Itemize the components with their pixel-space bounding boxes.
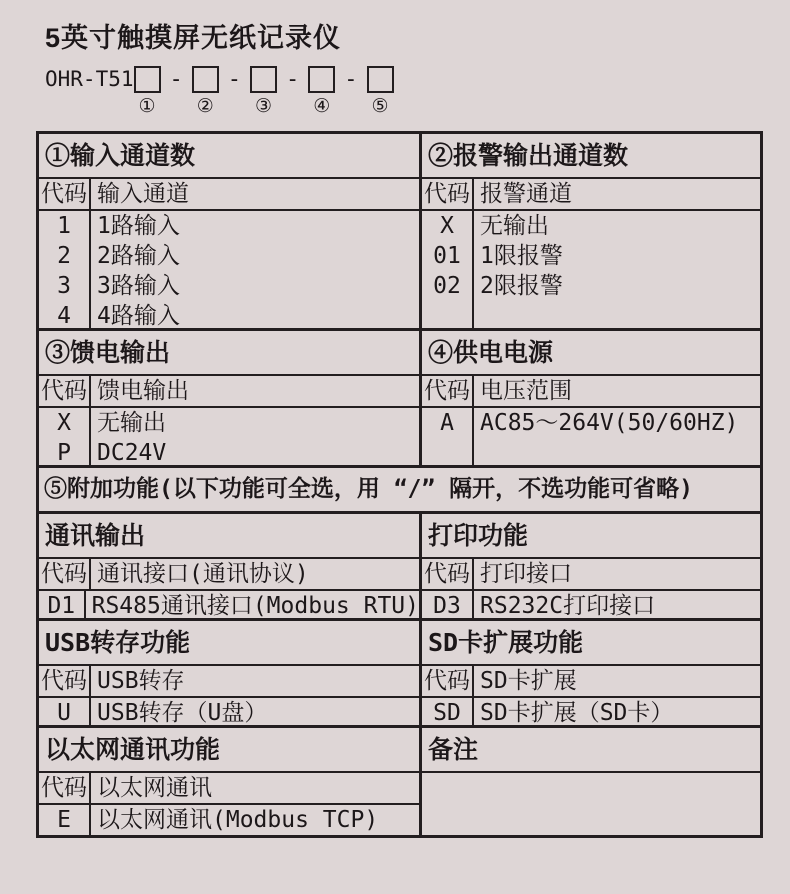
section-sd-title: SD卡扩展功能 [428,628,584,657]
model-dash: - [344,67,358,92]
print-code-header: 代码 [422,559,474,589]
usb-code-header: 代码 [39,666,91,696]
s3-code-column [39,408,91,465]
s2-row-desc: 1限报警 [480,243,563,269]
section-print-title: 打印功能 [428,521,529,550]
model-slot-box-1 [134,66,161,93]
data-band-4 [39,698,760,728]
usb-data [39,698,422,725]
s3-row-code: X [57,410,71,436]
comm-data [39,591,422,618]
section-transmitter-title: ③馈电输出 [45,338,171,367]
section-header-band-3 [39,514,760,559]
ethernet-row-code: E [57,807,71,833]
sd-row-desc: SD卡扩展（SD卡） [480,700,674,726]
model-slot-label-5: ⑤ [371,95,389,117]
model-slot-3 [250,66,277,116]
sub-header-band-2 [39,376,760,408]
page-title: 5英寸触摸屏无纸记录仪 [45,23,342,53]
comm-code-column [39,591,86,618]
section-input-channels-title: ①输入通道数 [45,141,196,170]
model-slot-5 [367,66,394,116]
s1-desc-column [91,211,419,328]
s2-desc-column [474,211,760,328]
comm-desc-column [86,591,419,618]
data-band-1 [39,211,760,331]
sd-desc-column [474,698,760,725]
s4-row-code: A [440,410,454,436]
model-dash: - [286,67,300,92]
s3-data [39,408,422,465]
sd-code-header: 代码 [422,666,474,696]
section-note-title: 备注 [428,735,479,764]
ordering-table [36,131,763,838]
section-addons-banner: ⑤附加功能(以下功能可全选，用 “/” 隔开，不选功能可省略) [44,476,693,502]
print-row-code: D3 [433,593,461,619]
s4-desc-column [474,408,760,465]
section-usb-title: USB转存功能 [45,628,191,657]
ethernet-row-desc: 以太网通讯(Modbus TCP) [97,807,379,833]
section-input-channels-header [39,134,422,177]
section-power-title: ④供电电源 [428,338,554,367]
model-slot-box-3 [250,66,277,93]
s4-data [422,408,760,465]
s1-code-header: 代码 [39,179,91,209]
s2-row-desc: 无输出 [480,213,549,239]
s4-code-column [422,408,474,465]
s2-sub-header [422,179,760,209]
s3-row-code: P [57,440,71,466]
sd-sub-header [422,666,760,696]
usb-sub-header [39,666,422,696]
note-empty-cell [422,773,760,835]
print-row-desc: RS232C打印接口 [480,593,656,619]
sub-header-band-3 [39,559,760,591]
model-slot-label-4: ④ [313,95,331,117]
print-desc-header: 打印接口 [480,561,572,587]
section-usb-header [39,621,422,664]
print-code-column [422,591,474,618]
model-slot-label-1: ① [138,95,156,117]
s2-row-code: 02 [433,273,461,299]
section-header-band-1 [39,134,760,179]
s4-sub-header [422,376,760,406]
section-comm-header [39,514,422,557]
section-alarm-channels-header [422,134,760,177]
model-slot-label-2: ② [196,95,214,117]
s1-data [39,211,422,328]
usb-row-desc: USB转存（U盘） [97,700,268,726]
print-sub-header [422,559,760,589]
print-data [422,591,760,618]
s1-desc-header: 输入通道 [97,181,189,207]
model-slot-box-2 [192,66,219,93]
s2-row-code: 01 [433,243,461,269]
s1-row-desc: 2路输入 [97,243,180,269]
s2-row-desc: 2限报警 [480,273,563,299]
ethernet-desc-column [91,805,419,835]
sd-row-code: SD [433,700,461,726]
model-slot-box-4 [308,66,335,93]
s2-data [422,211,760,328]
sub-header-band-1 [39,179,760,211]
ethernet-rows [39,773,422,835]
model-dash: - [227,67,242,92]
print-desc-column [474,591,760,618]
section-comm-title: 通讯输出 [45,521,146,550]
note-empty-area [422,773,760,835]
ethernet-desc-header: 以太网通讯 [97,775,212,801]
section-ethernet-title: 以太网通讯功能 [45,735,221,764]
comm-sub-header [39,559,422,589]
model-dash: - [169,67,183,92]
model-slot-box-5 [367,66,394,93]
section-transmitter-header [39,331,422,374]
s4-code-header: 代码 [422,376,474,406]
s3-row-desc: DC24V [97,440,167,466]
s2-row-code: X [440,213,454,239]
ethernet-code-column [39,805,91,835]
s3-desc-column [91,408,419,465]
usb-desc-column [91,698,419,725]
s1-row-code: 1 [57,213,71,239]
comm-row-desc: RS485通讯接口(Modbus RTU) [91,593,419,619]
model-slot-1 [134,66,161,116]
section-note-header [422,728,760,771]
s4-row-desc: AC85～264V(50/60HZ) [480,410,739,436]
s1-row-desc: 3路输入 [97,273,180,299]
section-header-band-5 [39,728,760,773]
ethernet-code-header: 代码 [39,773,91,803]
section-header-band-2 [39,331,760,376]
s2-desc-header: 报警通道 [480,181,572,207]
s1-row-desc: 1路输入 [97,213,180,239]
s1-row-code: 4 [57,303,71,329]
section-print-header [422,514,760,557]
ethernet-sub-header [39,773,419,805]
ethernet-data-row [39,805,419,835]
data-band-5 [39,773,760,835]
s3-desc-header: 馈电输出 [97,378,189,404]
usb-row-code: U [57,700,71,726]
s1-row-code: 2 [57,243,71,269]
sd-code-column [422,698,474,725]
section-header-band-4 [39,621,760,666]
s4-desc-header: 电压范围 [480,378,572,404]
sub-header-band-4 [39,666,760,698]
data-band-2 [39,408,760,468]
sd-data [422,698,760,725]
data-band-3 [39,591,760,621]
section-ethernet-header [39,728,422,771]
s1-row-desc: 4路输入 [97,303,180,329]
comm-desc-header: 通讯接口(通讯协议) [97,561,309,587]
model-slot-2 [192,66,219,116]
section-addons-banner-band [39,468,760,514]
section-sd-header [422,621,760,664]
model-code-line [45,66,394,116]
s2-code-column [422,211,474,328]
s3-code-header: 代码 [39,376,91,406]
model-slot-4 [308,66,335,116]
s1-row-code: 3 [57,273,71,299]
section-alarm-channels-title: ②报警输出通道数 [428,141,629,170]
model-slot-label-3: ③ [254,95,273,117]
s1-code-column [39,211,91,328]
s3-sub-header [39,376,422,406]
sd-desc-header: SD卡扩展 [480,668,577,694]
s2-code-header: 代码 [422,179,474,209]
usb-desc-header: USB转存 [97,668,185,694]
comm-row-code: D1 [47,593,76,619]
s3-row-desc: 无输出 [97,410,166,436]
s1-sub-header [39,179,422,209]
usb-code-column [39,698,91,725]
section-power-header [422,331,760,374]
model-prefix: OHR-T51 [45,67,134,91]
comm-code-header: 代码 [39,559,91,589]
